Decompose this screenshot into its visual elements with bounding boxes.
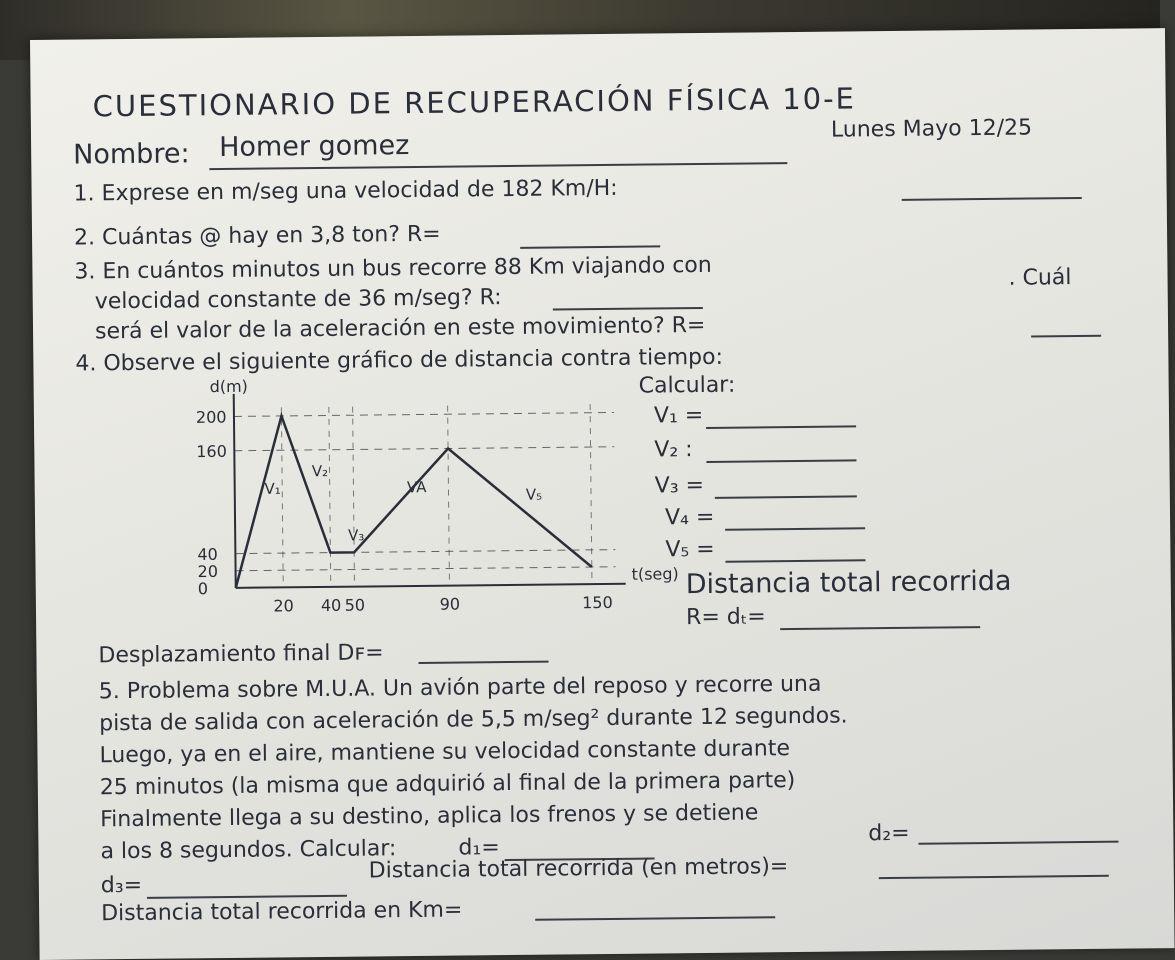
d2-line — [918, 841, 1118, 845]
question-1: 1. Exprese en m/seg una velocidad de 182 Km/H: — [73, 175, 618, 207]
y-tick-label: 160 — [196, 441, 227, 462]
y-tick-label: 0 — [197, 579, 209, 599]
answer-line-3b — [1031, 335, 1101, 338]
x-tick-label: 50 — [344, 595, 366, 615]
v1-line — [706, 425, 856, 429]
y-axis — [234, 394, 236, 588]
total-distance-line — [780, 626, 980, 630]
x-axis-label: t(seg) — [631, 564, 679, 584]
question-5-line-4: 25 minutos (la misma que adquirió al final de la primera parte) — [99, 768, 796, 801]
v5-line — [725, 559, 865, 562]
segment-label: V₁ — [264, 479, 281, 498]
x-tick-label: 20 — [273, 596, 294, 616]
d2-label: d₂= — [868, 820, 910, 847]
date-text: Lunes Mayo 12/25 — [830, 115, 1033, 143]
v2-line — [706, 459, 856, 463]
total-distance-meters-line — [879, 875, 1109, 879]
d3-label: d₃= — [100, 872, 143, 899]
y-gridline-4 — [234, 412, 614, 416]
worksheet-title: CUESTIONARIO DE RECUPERACIÓN FÍSICA 10-E — [92, 81, 857, 124]
segment-label: VA — [406, 478, 427, 497]
question-5-line-2: pista de salida con aceleración de 5,5 m/seg² durante 12 segundos. — [99, 703, 848, 737]
total-distance-label: Distancia total recorrida — [685, 565, 1012, 601]
question-3-line-3: será el valor de la aceleración en este movimiento? R= — [94, 312, 706, 345]
final-displacement-label: Desplazamiento final Dꜰ= — [98, 640, 384, 669]
calculate-label: Calcular: — [638, 372, 736, 399]
y-axis-label: d(m) — [209, 376, 248, 397]
question-5-line-6: a los 8 segundos. Calcular: — [100, 836, 397, 865]
question-5-line-5: Finalmente llega a su destino, aplica los frenos y se detiene — [100, 800, 759, 833]
name-label: Nombre: — [73, 138, 190, 171]
question-5-line-3: Luego, ya en el aire, mantiene su velocidad constante durante — [99, 736, 791, 769]
d1-label: d₁= — [458, 835, 500, 861]
name-line — [209, 162, 787, 170]
v3-line — [715, 495, 857, 498]
answer-line-1 — [902, 197, 1082, 201]
y-gridline-3 — [234, 447, 614, 451]
question-3-line-1: 3. En cuántos minutos un bus recorre 88 Km viajando con — [74, 252, 712, 285]
answer-line-2 — [520, 245, 660, 248]
x-tick-label: 40 — [320, 595, 342, 615]
segment-label: V₂ — [311, 462, 329, 481]
question-5-line-1: 5. Problema sobre M.U.A. Un avión parte del reposo y recorre una — [98, 671, 822, 705]
x-gridline-4 — [590, 404, 592, 584]
y-gridline-1 — [236, 567, 616, 571]
x-gridline-0 — [281, 407, 283, 587]
x-tick-label: 90 — [439, 594, 461, 614]
segment-label: V₃ — [347, 526, 365, 545]
v2-label: V₂ : — [654, 437, 693, 463]
v1-label: V₁ = — [653, 402, 704, 429]
question-4: 4. Observe el siguiente gráfico de distancia contra tiempo: — [75, 344, 724, 377]
distance-time-chart — [143, 364, 679, 629]
v4-line — [725, 527, 865, 530]
question-3-cual: . Cuál — [1008, 265, 1072, 291]
x-axis — [236, 584, 626, 588]
y-tick-label: 20 — [197, 561, 219, 582]
question-3-line-2: velocidad constante de 36 m/seg? R: — [94, 285, 502, 315]
total-distance-meters-label: Distancia total recorrida (en metros)= — [368, 854, 789, 884]
x-gridline-1 — [329, 407, 331, 587]
v5-label: V₅ = — [665, 536, 715, 563]
total-distance-km-label: Distancia total recorrida en Km= — [101, 897, 463, 927]
student-name: Homer gomez — [218, 130, 410, 164]
v4-label: V₄ = — [664, 504, 715, 531]
x-tick-label: 150 — [582, 592, 613, 613]
final-displacement-line — [419, 661, 549, 664]
y-tick-label: 40 — [197, 544, 218, 564]
question-2: 2. Cuántas @ hay en 3,8 ton? R= — [73, 221, 441, 251]
segment-label: V₅ — [525, 485, 543, 504]
v3-label: V₃ = — [654, 472, 705, 499]
worksheet-paper — [30, 28, 1175, 960]
y-tick-label: 200 — [195, 407, 227, 427]
total-distance-km-line — [535, 916, 775, 921]
x-gridline-2 — [353, 407, 355, 587]
x-gridline-3 — [448, 406, 450, 586]
answer-line-3a — [553, 307, 703, 311]
total-distance-formula: R= dₜ= — [685, 604, 766, 631]
y-gridline-2 — [235, 550, 615, 554]
